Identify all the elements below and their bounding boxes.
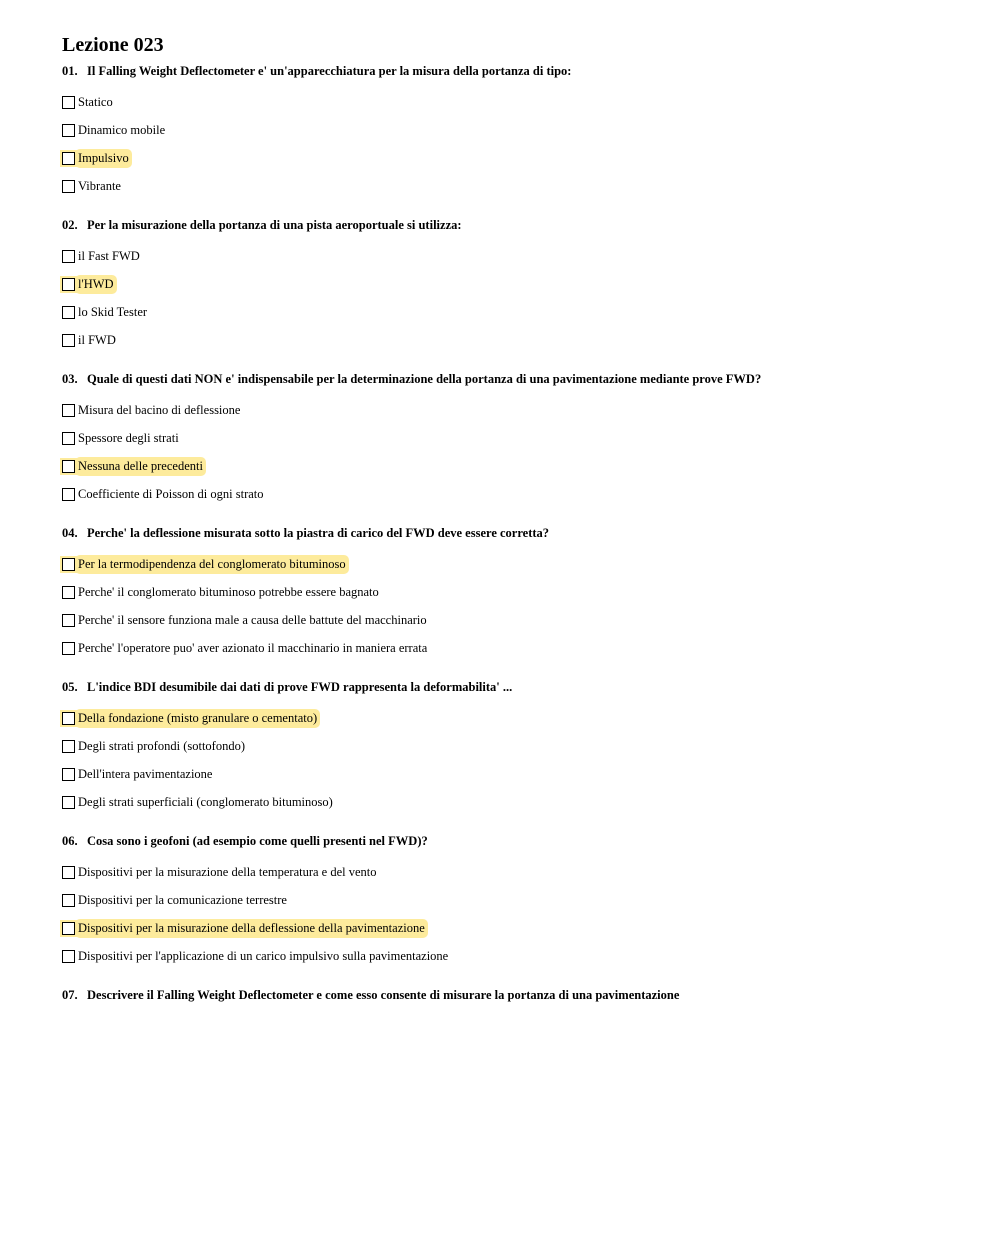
answer-checkbox[interactable]: [62, 796, 75, 809]
question-prompt: Per la misurazione della portanza di una pista aeroportuale si utilizza:: [87, 218, 462, 232]
question-number: 04.: [62, 526, 78, 540]
answer-checkbox[interactable]: [62, 712, 75, 725]
answer-label: Dinamico mobile: [78, 122, 166, 137]
question-5: [62, 679, 962, 816]
question-prompt: L'indice BDI desumibile dai dati di prove FWD rappresenta la deformabilita' ...: [87, 680, 513, 694]
answer-option[interactable]: [62, 704, 962, 732]
question-text: [62, 525, 962, 541]
answer-label: Statico: [78, 94, 113, 109]
answer-checkbox[interactable]: [62, 894, 75, 907]
answer-option[interactable]: [62, 634, 962, 662]
answer-option[interactable]: [62, 172, 962, 200]
answer-label: Dispositivi per l'applicazione di un carico impulsivo sulla pavimentazione: [78, 948, 449, 963]
question-prompt: Descrivere il Falling Weight Deflectometer e come esso consente di misurare la portanza di una pavimentazione: [87, 988, 680, 1002]
question-number: 07.: [62, 988, 78, 1002]
answer-checkbox[interactable]: [62, 334, 75, 347]
answer-label: Coefficiente di Poisson di ogni strato: [78, 486, 264, 501]
question-2: [62, 217, 962, 354]
answer-option[interactable]: [62, 578, 962, 606]
question-number: 06.: [62, 834, 78, 848]
answer-option[interactable]: [62, 788, 962, 816]
answer-label: Degli strati profondi (sottofondo): [78, 738, 245, 753]
answer-option[interactable]: [62, 942, 962, 970]
answer-checkbox[interactable]: [62, 922, 75, 935]
answer-label: il FWD: [78, 332, 116, 347]
question-text: [62, 987, 962, 1003]
answer-option[interactable]: [62, 326, 962, 354]
question-prompt: Perche' la deflessione misurata sotto la piastra di carico del FWD deve essere corretta?: [87, 526, 550, 540]
answer-checkbox[interactable]: [62, 866, 75, 879]
answer-checkbox[interactable]: [62, 768, 75, 781]
answer-label: Spessore degli strati: [78, 430, 179, 445]
answer-checkbox[interactable]: [62, 96, 75, 109]
question-prompt: Quale di questi dati NON e' indispensabile per la determinazione della portanza di una pavimentazione mediante prove FWD?: [87, 372, 762, 386]
answer-checkbox[interactable]: [62, 740, 75, 753]
answer-label: Vibrante: [78, 178, 121, 193]
answer-checkbox[interactable]: [62, 180, 75, 193]
answer-checkbox[interactable]: [62, 306, 75, 319]
answer-checkbox[interactable]: [62, 488, 75, 501]
question-6: [62, 833, 962, 970]
answer-label-highlighted: Dispositivi per la misurazione della deflessione della pavimentazione: [75, 919, 428, 938]
answer-checkbox[interactable]: [62, 950, 75, 963]
answer-option[interactable]: [62, 550, 962, 578]
question-3: [62, 371, 962, 508]
answer-option[interactable]: [62, 88, 962, 116]
answer-label: Misura del bacino di deflessione: [78, 402, 241, 417]
question-prompt: Cosa sono i geofoni (ad esempio come quelli presenti nel FWD)?: [87, 834, 428, 848]
answer-label-highlighted: Nessuna delle precedenti: [75, 457, 206, 476]
question-number: 05.: [62, 680, 78, 694]
question-number: 01.: [62, 64, 78, 78]
lesson-title: Lezione 023: [62, 34, 164, 56]
answer-label: Perche' il sensore funziona male a causa delle battute del macchinario: [78, 612, 427, 627]
answer-label: Dell'intera pavimentazione: [78, 766, 213, 781]
answer-label-highlighted: l'HWD: [75, 275, 117, 294]
answer-checkbox[interactable]: [62, 250, 75, 263]
answer-label-highlighted: Impulsivo: [75, 149, 132, 168]
answer-checkbox[interactable]: [62, 614, 75, 627]
answer-option[interactable]: [62, 144, 962, 172]
answer-label: il Fast FWD: [78, 248, 140, 263]
question-text: [62, 833, 962, 849]
question-number: 03.: [62, 372, 78, 386]
answer-option[interactable]: [62, 116, 962, 144]
question-text: [62, 371, 962, 387]
answer-option[interactable]: [62, 914, 962, 942]
answer-checkbox[interactable]: [62, 558, 75, 571]
question-number: 02.: [62, 218, 78, 232]
answer-checkbox[interactable]: [62, 642, 75, 655]
answer-checkbox[interactable]: [62, 460, 75, 473]
answer-option[interactable]: [62, 452, 962, 480]
answer-checkbox[interactable]: [62, 432, 75, 445]
answer-option[interactable]: [62, 760, 962, 788]
answer-label: Degli strati superficiali (conglomerato bituminoso): [78, 794, 333, 809]
answer-option[interactable]: [62, 270, 962, 298]
answer-label: Perche' l'operatore puo' aver azionato il macchinario in maniera errata: [78, 640, 428, 655]
question-text: [62, 217, 962, 233]
answer-label: Perche' il conglomerato bituminoso potrebbe essere bagnato: [78, 584, 379, 599]
answer-option[interactable]: [62, 424, 962, 452]
answer-option[interactable]: [62, 606, 962, 634]
answer-label: Dispositivi per la comunicazione terrestre: [78, 892, 287, 907]
question-text: [62, 63, 962, 79]
answer-option[interactable]: [62, 886, 962, 914]
question-list: [62, 63, 962, 1003]
answer-checkbox[interactable]: [62, 278, 75, 291]
question-1: [62, 63, 962, 200]
answer-label-highlighted: Per la termodipendenza del conglomerato bituminoso: [75, 555, 349, 574]
answer-option[interactable]: [62, 396, 962, 424]
answer-option[interactable]: [62, 858, 962, 886]
answer-label: Dispositivi per la misurazione della temperatura e del vento: [78, 864, 377, 879]
answer-checkbox[interactable]: [62, 404, 75, 417]
question-4: [62, 525, 962, 662]
question-text: [62, 679, 962, 695]
answer-option[interactable]: [62, 242, 962, 270]
answer-checkbox[interactable]: [62, 124, 75, 137]
answer-option[interactable]: [62, 732, 962, 760]
answer-label-highlighted: Della fondazione (misto granulare o cementato): [75, 709, 320, 728]
question-7: [62, 987, 962, 1003]
answer-option[interactable]: [62, 298, 962, 326]
answer-label: lo Skid Tester: [78, 304, 148, 319]
document-page: [62, 33, 962, 1020]
question-prompt: Il Falling Weight Deflectometer e' un'apparecchiatura per la misura della portanza di tipo:: [87, 64, 572, 78]
answer-checkbox[interactable]: [62, 152, 75, 165]
answer-option[interactable]: [62, 480, 962, 508]
answer-checkbox[interactable]: [62, 586, 75, 599]
